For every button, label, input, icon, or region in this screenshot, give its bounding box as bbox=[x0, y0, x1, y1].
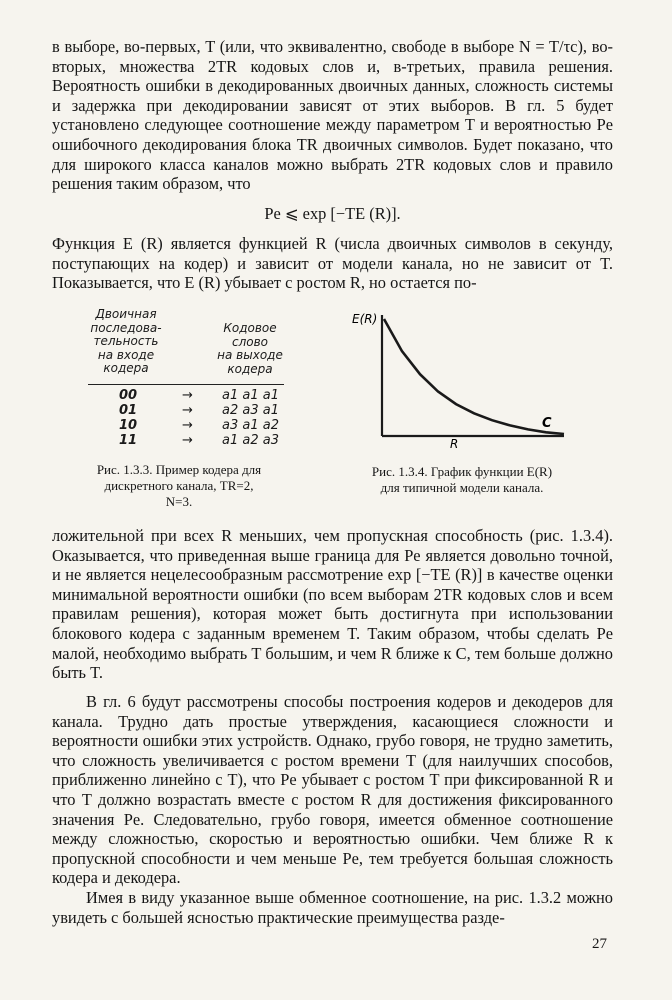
paragraph-2-text: Функция E (R) является функцией R (числа двоичных символов в секунду, поступающих на кодер) и зависит от модели канала, но не зависит от T. Показывается, что E (R) убывает с ростом R, но остается по- bbox=[52, 234, 613, 293]
header-line: кодера bbox=[103, 361, 149, 375]
binary-code: 11 bbox=[118, 433, 138, 448]
caption-line: дискретного канала, TR=2, bbox=[104, 478, 254, 493]
caption-line: Рис. 1.3.4. График функции E(R) bbox=[371, 464, 553, 479]
code-word: a1 a1 a1 bbox=[222, 388, 279, 403]
header-line: на выходе bbox=[217, 348, 283, 362]
header-line: Кодовое bbox=[223, 321, 277, 335]
paragraph-4-text: В гл. 6 будут рассмотрены способы построения кодеров и декодеров для канала. Трудно дать простые утверждения, касающиеся сложности и вероятности ошибки этих устройств. Однако, грубо говоря, не трудно заметить, что сложность увеличивается с ростом времени T (для наилучших способов, приближенно линейно с T), что Pe убывает с ростом T при фиксированной R и что T должно возрастать вместе с ростом R для достижения фиксированного значения Pe. Следовательно, грубо говоря, имеется обменное соотношение между сложностью, скоростью и вероятностью ошибки. Чем ближе R к пропускной способности и чем меньше Pe, тем требуется большая сложность кодера и декодера. bbox=[52, 692, 613, 888]
table-row bbox=[108, 433, 308, 448]
header-line: на входе bbox=[97, 347, 155, 362]
caption-line: для типичной модели канала. bbox=[380, 480, 544, 495]
paragraph-2 bbox=[52, 234, 613, 293]
header-line: последова- bbox=[90, 320, 162, 335]
binary-code: 00 bbox=[118, 388, 138, 403]
table-divider bbox=[88, 384, 284, 385]
table-header-output bbox=[208, 322, 292, 376]
paragraph-5 bbox=[52, 888, 613, 927]
page-number: 27 bbox=[592, 936, 607, 952]
table-row bbox=[108, 388, 308, 403]
paragraph-1-text: в выборе, во-первых, T (или, что эквивалентно, свободе в выборе N = T/τc), во-вторых, множества 2TR кодовых слов и, в-третьих, правила решения. Вероятность ошибки в декодированных двоичных данных, сложность системы и задержка при декодировании зависят от этих выборов. В гл. 5 будет установлено следующее соотношение между параметром T и вероятностью Pe ошибочного декодирования блока TR двоичных символов. Будет показано, что для широкого класса каналов можно выбрать 2TR кодовых слов и правило решения таким образом, что bbox=[52, 37, 613, 194]
caption-line: Рис. 1.3.3. Пример кодера для bbox=[96, 462, 262, 477]
caption-line: N=3. bbox=[165, 494, 193, 509]
x-axis-label: R bbox=[450, 437, 459, 451]
er-chart bbox=[338, 305, 588, 455]
table-row bbox=[108, 418, 308, 433]
arrow-right-icon: → bbox=[182, 418, 193, 433]
header-line: тельность bbox=[93, 334, 159, 348]
capacity-label: C bbox=[542, 416, 552, 431]
table-header-input bbox=[78, 308, 174, 376]
paragraph-3 bbox=[52, 526, 613, 683]
arrow-right-icon: → bbox=[182, 403, 193, 418]
paragraph-1 bbox=[52, 37, 613, 194]
error-bound-formula: Pe ⩽ exp [−TE (R)]. bbox=[264, 204, 401, 223]
binary-code: 01 bbox=[118, 403, 138, 418]
figure-1-3-3-caption bbox=[64, 462, 294, 510]
arrow-right-icon: → bbox=[182, 388, 193, 403]
code-word: a3 a1 a2 bbox=[222, 418, 279, 433]
paragraph-3-text: ложительной при всех R меньших, чем пропускная способность (рис. 1.3.4). Оказывается, что приведенная выше граница для Pe является довольно точной, и не является нецелесообразным рассмотрение exp [−TE (R)] в качестве оценки минимальной вероятности ошибки (по всем выборам 2TR кодовых слов и всем правилам решения), которая может быть достигнута при использовании блокового кодера с заданным временем T. Таким образом, чтобы сделать Pe малой, необходимо выбрать T большим, и чем R ближе к C, тем больше должно быть T. bbox=[52, 526, 613, 683]
code-word: a1 a2 a3 bbox=[222, 433, 279, 448]
er-curve bbox=[384, 319, 564, 434]
paragraph-5-text: Имея в виду указанное выше обменное соотношение, на рис. 1.3.2 можно увидеть с большей ясностью практические преимущества разде- bbox=[52, 888, 613, 927]
arrow-right-icon: → bbox=[182, 433, 193, 448]
encoder-example-table bbox=[78, 307, 288, 448]
figure-1-3-4-caption bbox=[334, 464, 590, 496]
y-axis-label: E(R) bbox=[352, 312, 378, 326]
paragraph-4 bbox=[52, 692, 613, 888]
binary-code: 10 bbox=[118, 418, 138, 433]
code-word: a2 a3 a1 bbox=[222, 403, 279, 418]
header-line: Двоичная bbox=[95, 307, 157, 321]
header-line: кодера bbox=[227, 361, 273, 376]
header-line: слово bbox=[231, 334, 269, 349]
table-row bbox=[108, 403, 308, 418]
